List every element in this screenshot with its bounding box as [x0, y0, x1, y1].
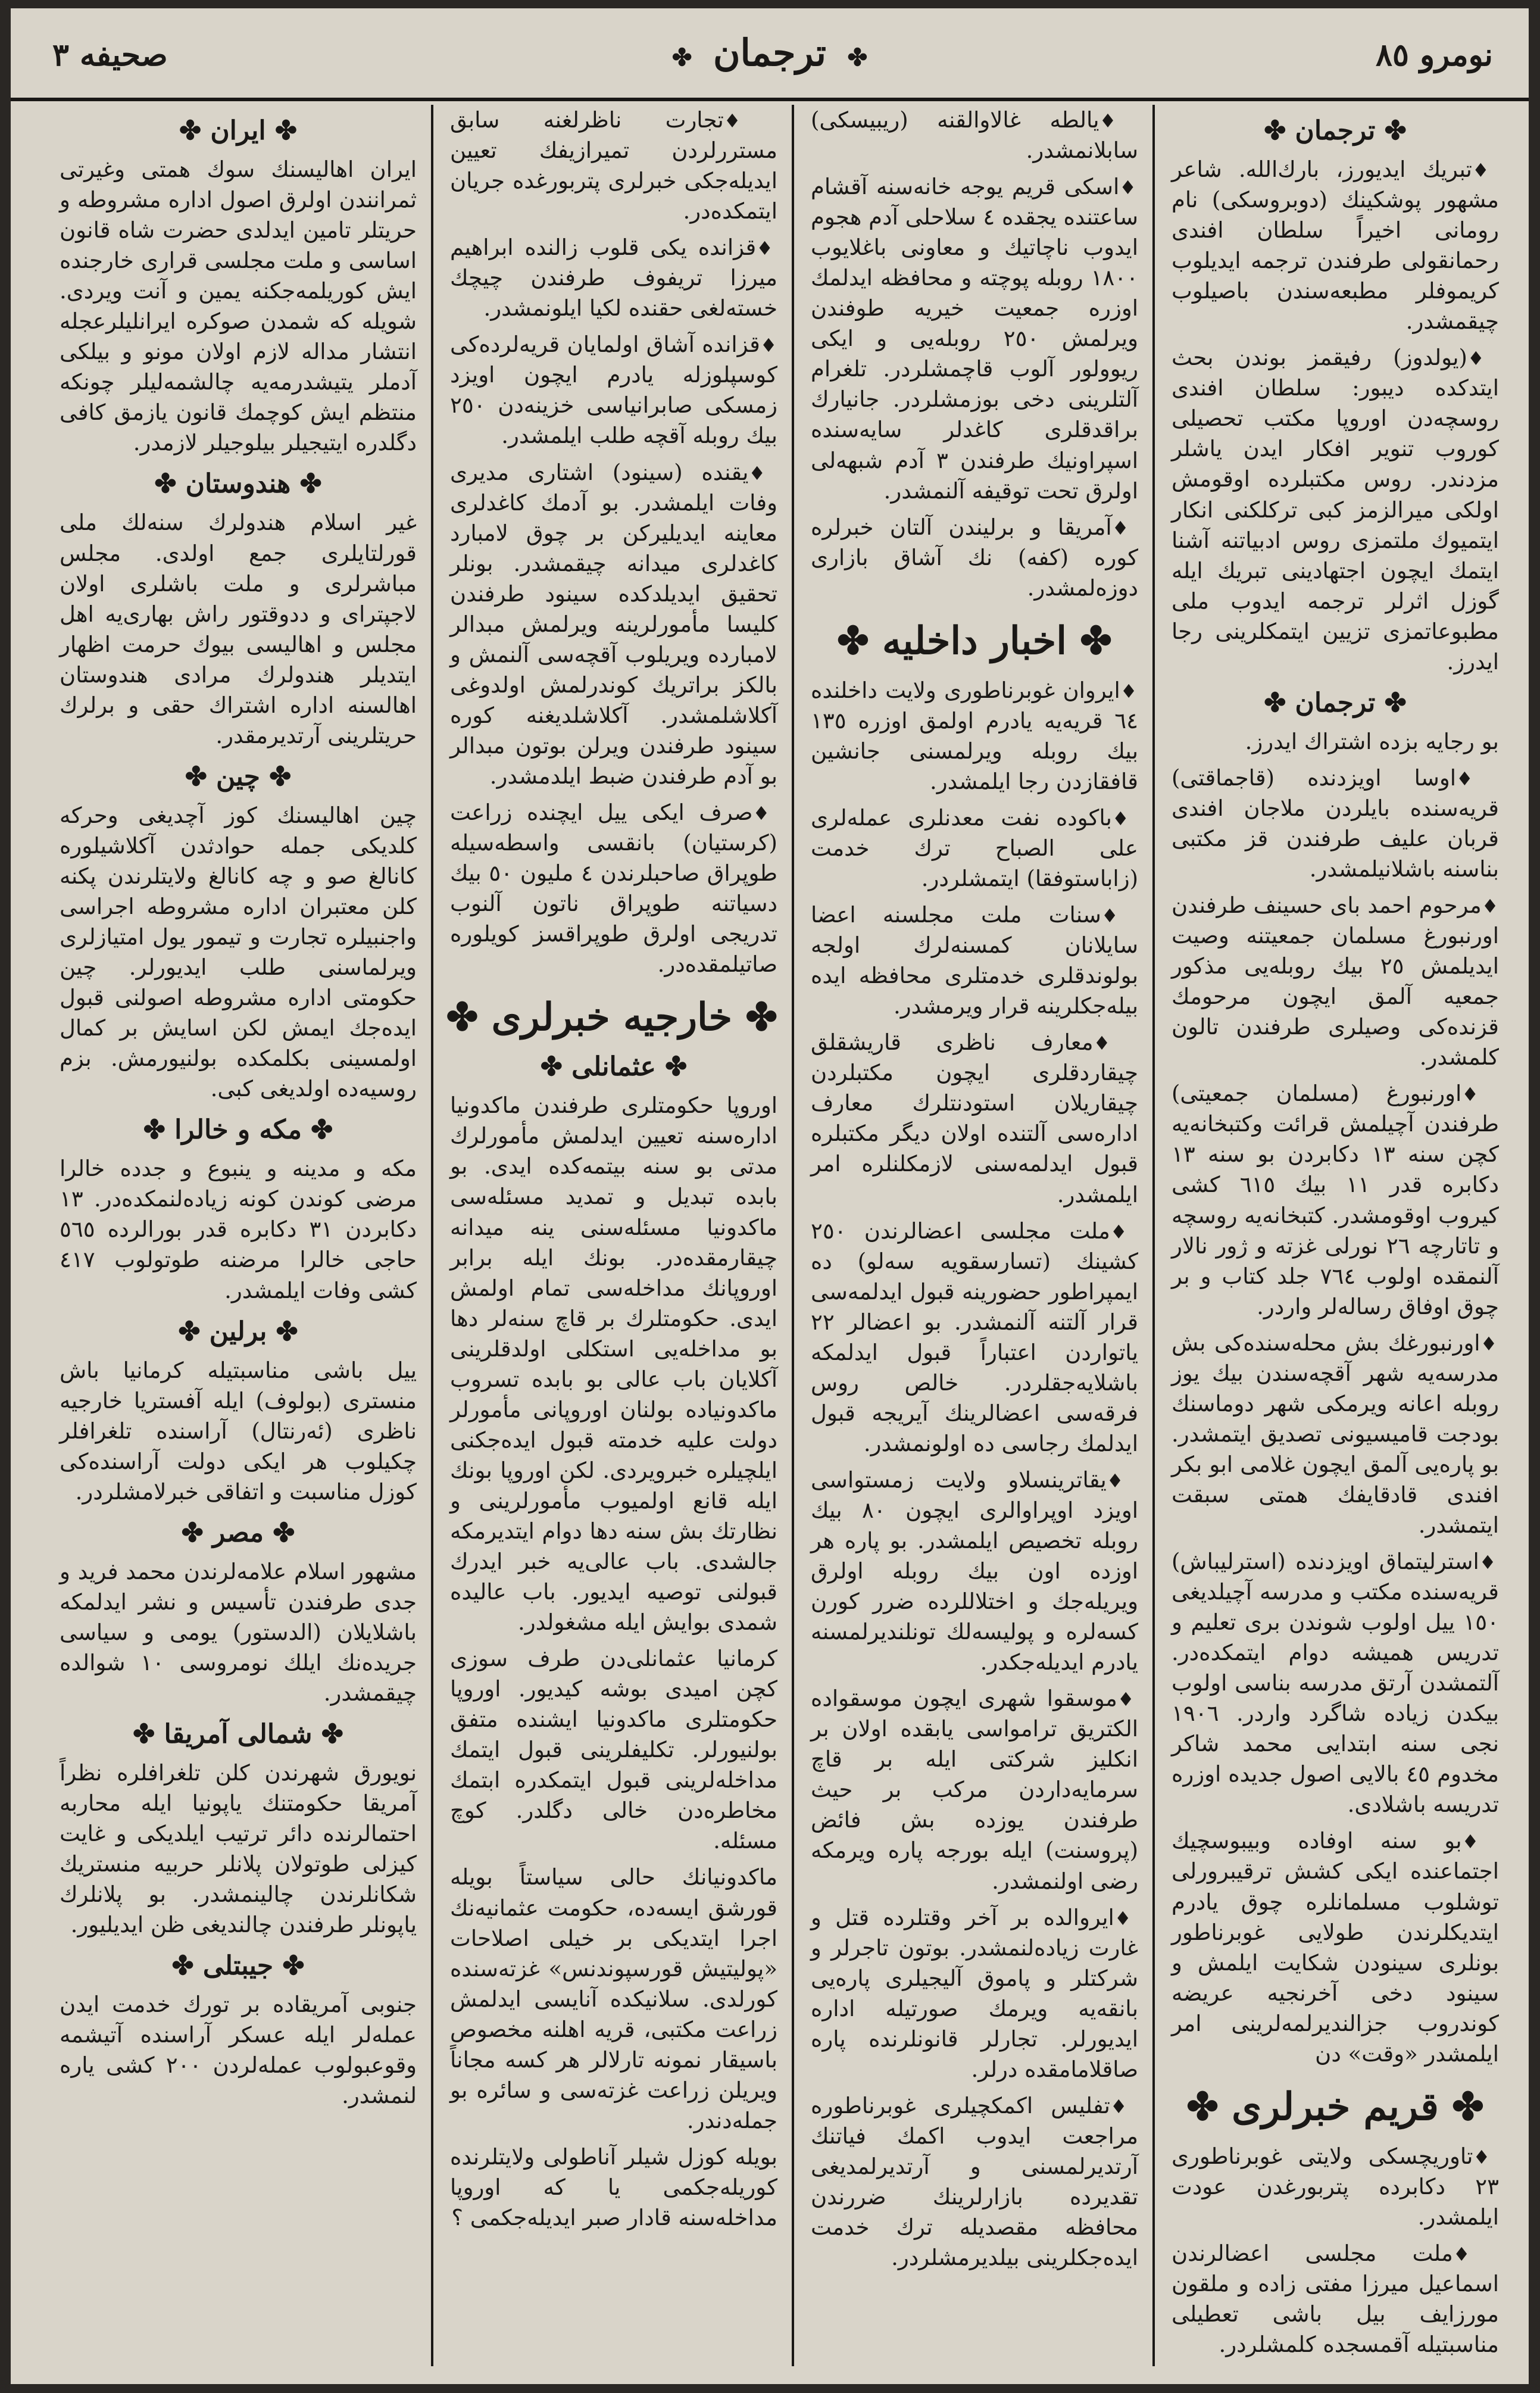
column-1 [1166, 105, 1505, 2366]
article: بويله كوزل شيلر آناطولى ولايتلرنده كوريله‌جكمى يا كه اوروپا مداخله‌سنه قادار صبر ايديله‌جكمى ؟ [450, 2144, 777, 2230]
section-heading-domestic-news: ✤ اخبار داخليه ✤ [837, 618, 1112, 663]
article: ♦ (يولدوز) رفيقمز بوندن بحث ايتدكده ديبور: سلطان افندى روسچه‌دن اوروپا مكتب تحصيلى كوروب تنوير افكار ايدن ياشلر مزدندر. روس مكتبلرده اوقومش اولكى ميرالزمز كبى تركلكنى انكار ايتميوك ملتمزى روس ادبياتنه آشنا ايتمك ايچون اجتهادينى تبريك ايله گوزل اثرلر ترجمه ايدوب ملى مطبوعاتمزى تزيين ايتمكلرينى رجا ايدرز. [1172, 342, 1499, 677]
article: چين اهاليسنك كوز آچديغى وحركه كلديكى جمله حوادثدن آكلاشيلوره كانالغ صو و چه كانالغ ولايتلرندن پكنه كلن معتبران اداره مشروطه اجراسى واجنبيلره تجارت و تيمور يول امتيازلرى ويرلماسنى طلب ايديورلر. چين حكومتى اداره مشروطه اصولنى قبول ايده‌جك ايمش لكن اسايش بر كمال اولمسينى بكلمكده بولنيورمش. بزم روسيه‌ده اولديغى كبى. [60, 802, 417, 1102]
column-rule [431, 105, 433, 2366]
article: ♦ ملت مجلسى اعضالرندن اسماعيل ميرزا مفتى زاده و ملقون مورزايف بيل باشى تعطيلى مناسبتيله آقمسجده كلمشلردر. [1172, 2238, 1499, 2360]
section-heading-north-america: ✤ شمالى آمريقا ✤ [133, 1719, 343, 1750]
article: ♦ اورنبورغ (مسلمان جمعيتى) طرفندن آچيلمش قرائت وكتبخانه‌يه كچن سنه ١٣ دكابردن بو سنه ١٣ دكابره قدر ١١ بيك ٦١٥ كشى كيروب اوقومشدر. كتبخانه‌يه روسچه و تاتارچه ٢٦ نورلى غزته و ژور نالار آلنمقده اولوب ٧٦٤ جلد كتاب و بر چوق اوفاق رساله‌لر واردر. [1172, 1078, 1499, 1321]
issue-number: نومرو ٨٥ [1376, 37, 1493, 73]
article: ♦ اوسا اويزدنده (قاجماقتى) قريه‌سنده بايلردن ملاجان افندى قربان عليف طرفندن قز مكتبى بناسنه باشلانيلمشدر. [1172, 763, 1499, 884]
article: ♦ سنات ملت مجلسنه اعضا سايلانان كمسنه‌لرك اولجه بولوندقلرى خدمتلرى محافظه ايده بيله‌جكلرينه قرار ويرمشدر. [811, 900, 1138, 1021]
article: كرمانيا عثمانلى‌دن طرف سوزى كچن اميدى بوشه كيديور. اوروپا حكومتلرى ماكدونيا ايشنده متفق بولنيورلر. تكليفلرينى قبول ايتمك مداخله‌لرينى قبول ايتمكدره ابتمك مخاطره‌دن خالى دگلدر. كوچ مسئله. [450, 1646, 777, 1854]
ornament-icon: ✤ [671, 43, 692, 71]
article: ♦ مرحوم احمد باى حسينف طرفندن اورنبورغ مسلمان جمعيتنه وصيت ايديلمش ٢٥ بيك روبله‌يى مذكور جمعيه آلمق ايچون مرحومك قزنده‌كى وصيلرى طرفندن تالون كلمشدر. [1172, 890, 1499, 1072]
section-heading-india: ✤ هندوستان ✤ [154, 469, 322, 500]
article: ♦ تجارت ناظرلغنه سابق مستررلردن تميرازيفك تعيين ايديله‌جكى خبرلرى پتربورغده جريان ايتمكده‌در. [450, 105, 777, 226]
section-heading-terjuman: ✤ ترجمان ✤ [1264, 116, 1407, 146]
article: ♦ صرف ايكى ييل ايچنده زراعت (كرستيان) بانقسى واسطه‌سيله طوپراق صاحبلرندن ٤ مليون ٥٠ بيك دسياتنه طوپراق ناتون آلنوب تدريجى اولرق طوپراقسز كويلوره صاتيلمقده‌در. [450, 797, 777, 979]
article: ♦ تبریك ايديورز، بارك‌الله. شاعر مشهور پوشكينك (دوبروسكى) نام رومانى اخيراً سلطان افندى رحمانقولى طرفندن ترجمه ايديلوب كريموفلر مطبعه‌سندن باصيلوب چيقمشدر. [1172, 154, 1499, 336]
article: ♦ بو سنه اوفاده وبيبوسچيك اجتماعنده ايكى كشش ترقيبرورلى توشلوب مسلمانلره چوق يادرم ايتديكلرندن طولايى غوبرناطور بونلرى سينودن شكايت ايلمش و سينود دخى آخرنجيه عريضه كوندروب جزالنديرلمه‌لرينى امر ايلمشدر «وقت» دن [1172, 1826, 1499, 2068]
section-heading-ottoman: ✤ عثمانلى ✤ [540, 1052, 688, 1082]
masthead [11, 8, 1529, 101]
article: ♦ موسقوا شهرى ايچون موسقواده الكتريق ترامواسى يابقده اولان بر انكليز شركتى ايله بر قاچ سرمايه‌داردن مركب بر حيث طرفندن يوزده بش فائض (پروسنت) ايله بورجه پاره ويرمكه رضى اولنمشدر. [811, 1683, 1138, 1896]
article: اوروپا حكومتلرى طرفندن ماكدونيا اداره‌سنه تعيين ايدلمش مأمورلرك مدتى بو سنه بيتمه‌كده ايدى. بو بابده تبديل و تمديد مسئله‌سى ماكدونيا مسئله‌سنى ينه ميدانه چيقارمقده‌در. بونك ايله برابر اوروپانك مداخله‌سى تمام اولمش ايدى. حكومتلرك بر قاچ سنه‌لر دها بو مداخله‌يى استكلى اولدقلرينى آكلايان باب عالى بو بابده تسروب ماكدونياده بولنان اوروپانى مأمورلر دولت عليه خدمته قبول ايده‌جكنى ايلچيلره خبرويردى. لكن اوروپا بونك ايله قانع اولميوب مأمورلرينى و نظارتك بش سنه دها دوام ايتديرمكه جالشدى. باب عالى‌يه خبر ايدرك قبولنى توصيه ايديور. باب عاليده شمدى بوايش ايله مشغولدر. [450, 1093, 777, 1636]
section-heading-crimea-news: ✤ قريم خبرلرى ✤ [1186, 2084, 1484, 2129]
article: ♦ قزانده يكى قلوب زالنده ابراهيم ميرزا تريفوف طرفندن چيچك خسته‌لغى حقنده لكيا ايلونمشدر. [450, 232, 777, 323]
article: ييل باشى مناسبتيله كرمانيا باش منسترى (بولوف) ايله آفستريا خارجيه ناظرى (ئه‌رنتال) آراسنده تلغرافلر چكيلوب هر ايكى دولت آراسنده‌كى كوزل مناسبت و اتفاقى خبرلامشلردر. [60, 1357, 417, 1505]
article: جنوبى آمريقاده بر تورك خدمت ايدن عمله‌لر ايله عسكر آراسنده آتيشمه وقوعبولوب عمله‌لردن ٢٠٠ كشى ياره لنمشدر. [60, 1992, 417, 2109]
article: ♦ ملت مجلسى اعضالرندن ٢٥٠ كشينك (تسارسقويه سه‌لو) ده ايمپراطور حضورينه قبول ايدلمه‌سى قرار آلتنه آلنمشدر. بو اعضالر ٢٢ ياتواردن اعتباراً قبول ايدلمكه باشلايه‌جقلردر. خالص روس فرقه‌سى اعضالرينك آيريجه قبول ايدلمك رجاسى ده اولونمشدر. [811, 1216, 1138, 1459]
section-heading-iran: ✤ ايران ✤ [179, 116, 297, 146]
columns [35, 105, 1505, 2366]
article: بو رجايه بزده اشتراك ايدرز. [1245, 728, 1499, 754]
article: ♦ استرليتماق اويزدنده (استرليباش) قريه‌سنده مكتب و مدرسه آچيلديغى ١٥٠ ييل اولوب شوندن برى تعليم و تدريس هميشه دوام ايتمكده‌در. آلتمشدن آرتق مدرسه بناسى اولوب بيكدن زياده شاگرد واردر. ١٩٠٦ نجى سنه ابتدايى محمد شاكر مخدوم ٤٥ بالايى اصول جديده اوزره تدريسه باشلادى. [1172, 1546, 1499, 1820]
section-heading-chile: ✤ جيبتلى ✤ [171, 1951, 305, 1982]
article: ماكدونيانك حالى سياستاً بويله قورشق ايسه‌ده، حكومت عثمانيه‌نك اجرا ايتديكى بر خيلى اصلاحات «پوليتيش قورسپوندنس» غزته‌سنده كورلدى. سلانيكده آنايسى ايدلمش زراعت مكتبى، قريه اهلنه مخصوص باسيقار نمونه تارلالر هر كسه مجاناً ويريلن زراعت غزته‌سى و سائره بو جمله‌دندر. [450, 1864, 777, 2133]
article: ♦ اورنبورغك بش محله‌سنده‌كى بش مدرسه‌يه شهر آقچه‌سندن بيك يوز روبله اعانه ويرمكى شهر دوماسنك بودجت قاميسيونى تصديق ايتمشدر. بو پاره‌يى آلمق ايچون غلامى ابو بكر افندى قادقايفك همتى سبقت ايتمشدر. [1172, 1328, 1499, 1540]
article: ♦ يالطه غالاوالقنه (ريبيسكى) سابلانمشدر. [811, 105, 1138, 166]
section-heading-china: ✤ چين ✤ [185, 761, 292, 792]
article: ♦ تاوريچسكى ولايتى غوبرناطورى ٢٣ دكابرده پتربورغدن عودت ايلمشدر. [1172, 2141, 1499, 2232]
article: ♦ معارف ناظرى قاريشقلق چيقاردقلرى ايچون مكتبلردن چيقاريلان استودنتلرك معارف اداره‌سى آلتنده اولان ديگر مكتبلره قبول ايدلمه‌سنى لازمكلنلره امر ايلمشدر. [811, 1027, 1138, 1209]
column-rule [792, 105, 794, 2366]
article: ايران اهاليسنك سوك همتى وغيرتى ثمرانندن اولرق اصول اداره مشروطه و حريتلر تامين ايدلدى حضرت شاه قانون اساسى و ملت مجلسى قرارى خارجنده ايش كوريلمه‌جكنه يمين و آنت ويردى. شويله كه شمدن صوكره ايرانليلرعجله انتشار مداله لازم اولان مونو و بيلكى آدملر يتيشدرمه‌يه چالشمه‌ليلر چونكه منتظم ايش كوچمك قانون يازمق كافى دگلدره ايتيجيلر بيلوجيلر لازمدر. [60, 157, 417, 456]
article: نويورق شهرندن كلن تلغرافلره نظراً آمريقا حكومتنك ياپونيا ايله محاربه احتمالرنده دائر ترتيب ايلديكى و غايت كيزلى طوتولان پلانلر حربيه منستريك شكانلرندن چالينمشدر. بو پلانلرك ياپونلر طرفندن چالنديغى ظن ايديليور. [60, 1760, 417, 1938]
column-4 [54, 105, 423, 2366]
column-rule [1152, 105, 1155, 2366]
article: غير اسلام هندولرك سنه‌لك ملى قورلتايلرى جمع اولدى. مجلس مباشرلرى و ملت باشلرى اولان لاجپتراى و ددوقتور راش بهارى‌يه اهل مجلس و اهاليسى بيوك حرمت اظهار ايتديلر هندولرك مرادى هندوستان اهالسنه اداره اشتراك حقى و برلرك حريتلرينى آرتديرمقدر. [60, 510, 417, 748]
article: مشهور اسلام علامه‌لرندن محمد فريد و جدى طرفندن تأسيس و نشر ايدلمكه باشلايلان (الدستور) يومى و سياسى جريده‌نك ايلك نومروسى ١٠ شوالده چيقمشدر. [60, 1558, 417, 1706]
article: ♦ ايروالده بر آخر وقتلرده قتل و غارت زياده‌لنمشدر. بوتون تاجرلر و شركتلر و پاموق آليجيلرى پاره‌يى بانقه‌يه ويرمك صورتيله اداره ايديورلر. تجارلر قانونلرنده پاره صاقلامامقده درلر. [811, 1902, 1138, 2085]
ornament-icon: ✤ [847, 43, 868, 71]
article: ♦ اسكى قريم يوجه خانه‌سنه آقشام ساعتنده يجقده ٤ سلاحلى آدم هجوم ايدوب ناچاتيك و معاونى باغلايوب ١٨٠٠ روبله پوچته و محافظه ايدلمك اوزره جمعيت خيريه طوفندن ويرلمش ٢٥٠ روبله‌يى و ايكى ريوولور آلوب قاچمشلردر. تلغرام آلتلرينى دخى بوزمشلردر. جانيارك براقدقلرى كاغدلر سايه‌سنده اسپراونيك طرفندن ٣ آدم شبهه‌لى اولرق تحت توقيفه آلنمشدر. [811, 171, 1138, 506]
article: ♦ ايروان غوبرناطورى ولايت داخلنده ٦٤ قريه‌يه يادرم اولمق اوزره ١٣٥ بيك روبله ويرلمسنى جانشين قافقازدن رجا ايلمشدر. [811, 675, 1138, 797]
section-heading-berlin: ✤ برلين ✤ [178, 1316, 298, 1347]
section-heading-egypt: ✤ مصر ✤ [181, 1517, 295, 1548]
section-heading-foreign-news: ✤ خارجيه خبرلرى ✤ [446, 995, 777, 1040]
page-number: صحيفه ٣ [52, 37, 168, 73]
paper-title [11, 31, 1529, 74]
article: ♦ يقاترينسلاو ولايت زمستواسى اويزد اوپراوالرى ايچون ٨٠ بيك روبله تخصيص ايلمشدر. بو پاره هر اوزده اون بيك روبله اولرق ويريله‌جك و اختلاللرده ضرر كورن كسه‌لره و پوليسه‌لك تونلنديرلمسنه يادرم ايديله‌جكدر. [811, 1465, 1138, 1677]
article: ♦ باكوده نفت معدنلرى عمله‌لرى على الصباح ترك خدمت (زاباستوفقا) ايتمشلردر. [811, 803, 1138, 894]
newspaper-page [11, 8, 1529, 2384]
article: ♦ آمريقا و برليندن آلتان خبرلره كوره (كفه) نك آشاق بازارى دوزه‌لمشدر. [811, 512, 1138, 603]
article: مكه و مدينه و ينبوع و جدده خالرا مرضى كوندن كونه زياده‌لنمكده‌در. ١٣ دكابردن ٣١ دكابره قدر بورالرده ٥٦٥ حاجى خالرا مرضنه طوتولوب ٤١٧ كشى وفات ايلمشدر. [60, 1156, 417, 1303]
paper-name: ترجمان [713, 31, 827, 74]
section-heading-mecca-cholera: ✤ مكه و خالرا ✤ [143, 1115, 333, 1146]
section-heading-terjuman: ✤ ترجمان ✤ [1264, 687, 1407, 718]
article: ♦ تفليس اكمكچيلرى غوبرناطوره مراجعت ايدوب اكمك فياتنك آرتديرلمسنى و آرتديرلمديغى تقديرده بازارلرينك ضررندن محافظه مقصديله ترك خدمت ايده‌جكلرينى بيلديرمشلردر. [811, 2091, 1138, 2273]
article: ♦ يقنده (سينود) اشتارى مديرى وفات ايلمشدر. بو آدمك كاغدلرى معاينه ايديليركن بر چوق لامبارد كاغدلرى ميدانه چيقمشدر. بونلر تحقيق ايديلدكده سينود طرفندن كليسا مأمورلرينه ويرلمش مبدالر لامبارده ويريلوب آقچه‌سى آلنمش و بالكز براتريك كوندرلمش اولدوغى آكلاشلمشدر. آكلاشلديغنه كوره سينود طرفندن ويرلن بوتون مبدالر بو آدم طرفندن ضبط ايلدمشدر. [450, 457, 777, 792]
column-2 [805, 105, 1144, 2366]
article: ♦ قزانده آشاق اولمايان قريه‌لرده‌كى كوسپلوزله يادرم ايچون اويزد زمسكى صابرانياسى خزينه‌دن ٢٥٠ بيك روبله آقچه طلب ايلمشدر. [450, 329, 777, 451]
column-3 [444, 105, 783, 2366]
